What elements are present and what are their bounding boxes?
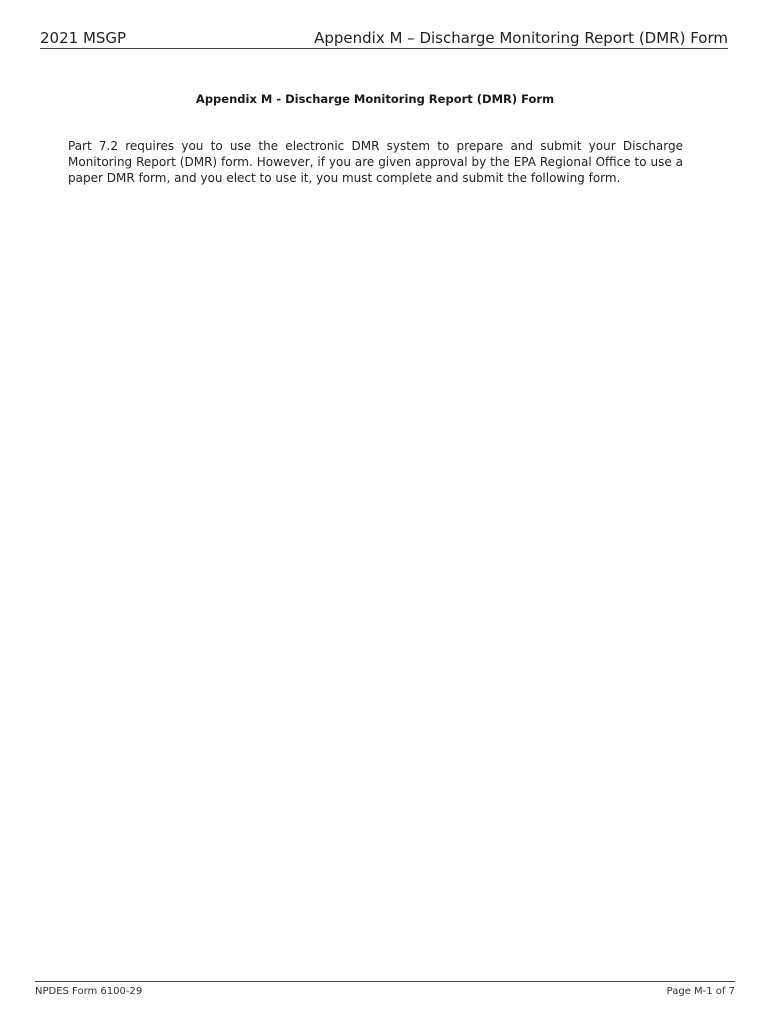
page-header bbox=[40, 26, 728, 49]
page-number: Page M-1 of 7 bbox=[666, 986, 735, 997]
header-right-text: Appendix M – Discharge Monitoring Report (DMR) Form bbox=[314, 29, 728, 47]
intro-paragraph: Part 7.2 requires you to use the electronic DMR system to prepare and submit your Discharge Monitoring Report (DMR) form. However, if you are given approval by the EPA Regional Office to use a paper DMR form, and you elect to use it, you must complete and submit the following form. bbox=[68, 139, 683, 185]
page-footer bbox=[35, 981, 735, 998]
header-left-text: 2021 MSGP bbox=[40, 29, 127, 47]
form-number: NPDES Form 6100-29 bbox=[35, 986, 143, 997]
document-title: Appendix M - Discharge Monitoring Report (DMR) Form bbox=[195, 92, 555, 106]
